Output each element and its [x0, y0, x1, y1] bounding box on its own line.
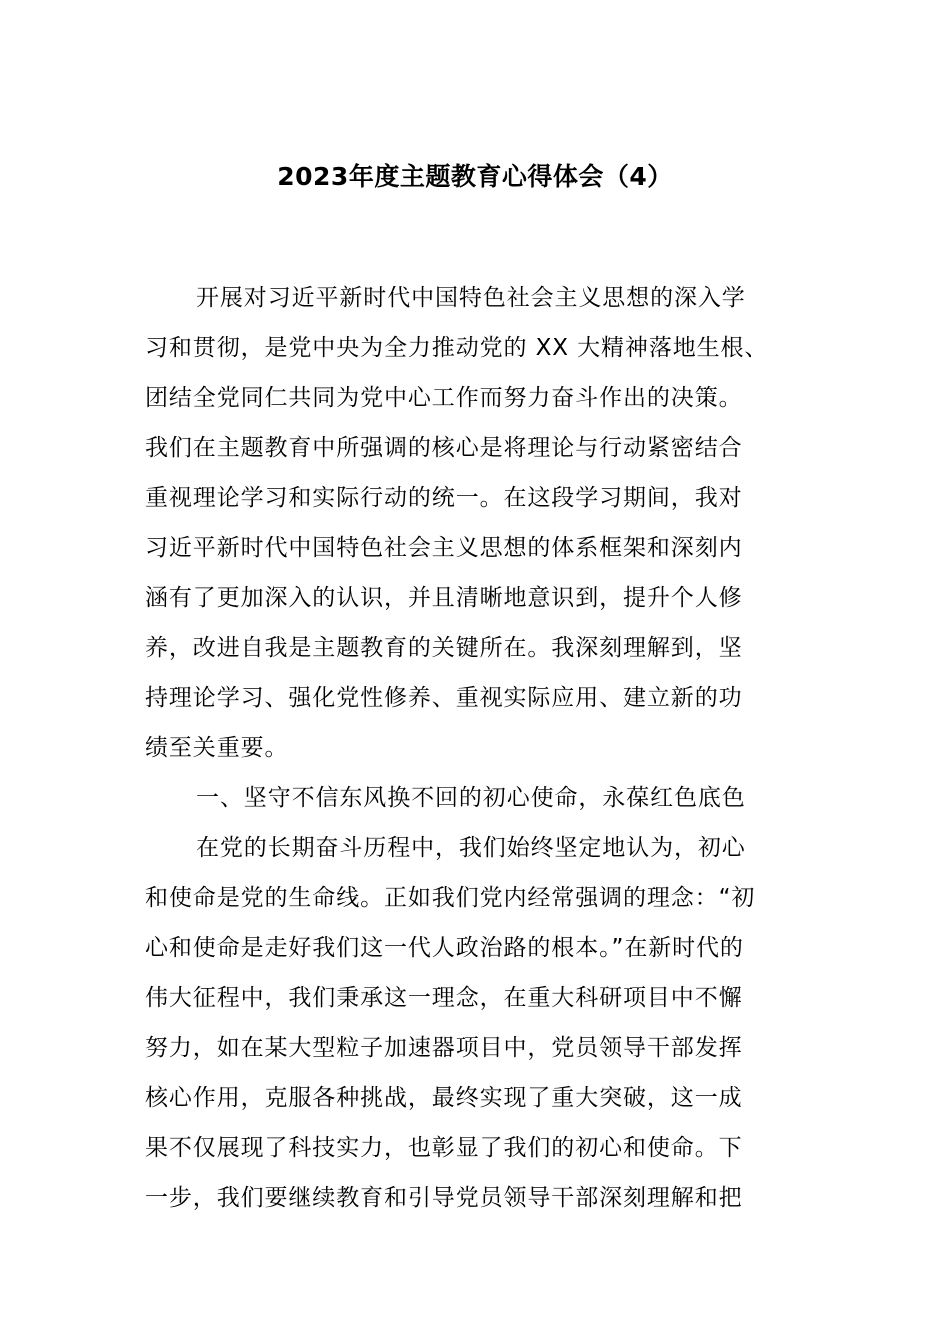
paragraph-2-line-3: 心和使命是走好我们这一代人政治路的根本。”在新时代的 [145, 935, 744, 961]
paragraph-1-line-3: 团结全党同仁共同为党中心工作而努力奋斗作出的决策。 [145, 385, 743, 411]
document-title: 2023年度主题教育心得体会（4） [277, 162, 673, 191]
paragraph-1-line-2: 习和贯彻，是党中央为全力推动党的 XX 大精神落地生根、 [145, 335, 769, 361]
paragraph-2-line-5: 努力，如在某大型粒子加速器项目中，党员领导干部发挥 [145, 1035, 743, 1061]
document-body [145, 273, 815, 1223]
paragraph-1-line-7: 涵有了更加深入的认识，并且清晰地意识到，提升个人修 [145, 585, 743, 611]
paragraph-1-line-6: 习近平新时代中国特色社会主义思想的体系框架和深刻内 [145, 535, 743, 561]
paragraph-1-line-10: 绩至关重要。 [145, 735, 289, 761]
paragraph-2-line-2: 和使命是党的生命线。正如我们党内经常强调的理念：“初 [145, 885, 756, 911]
section-heading-1: 一、坚守不信东风换不回的初心使命，永葆红色底色 [196, 785, 746, 811]
paragraph-2-line-8: 一步，我们要继续教育和引导党员领导干部深刻理解和把 [145, 1185, 743, 1211]
paragraph-2-line-6: 核心作用，克服各种挑战，最终实现了重大突破，这一成 [145, 1085, 743, 1111]
paragraph-1-line-9: 持理论学习、强化党性修养、重视实际应用、建立新的功 [145, 685, 743, 711]
paragraph-1-line-8: 养，改进自我是主题教育的关键所在。我深刻理解到，坚 [145, 635, 743, 661]
paragraph-2-line-7: 果不仅展现了科技实力，也彰显了我们的初心和使命。下 [145, 1135, 743, 1161]
paragraph-2-line-4: 伟大征程中，我们秉承这一理念，在重大科研项目中不懈 [145, 985, 743, 1011]
paragraph-1-line-1: 开展对习近平新时代中国特色社会主义思想的深入学 [196, 285, 746, 311]
paragraph-1-line-5: 重视理论学习和实际行动的统一。在这段学习期间，我对 [145, 485, 743, 511]
paragraph-1-line-4: 我们在主题教育中所强调的核心是将理论与行动紧密结合 [145, 435, 743, 461]
paragraph-2-line-1: 在党的长期奋斗历程中，我们始终坚定地认为，初心 [196, 835, 746, 861]
